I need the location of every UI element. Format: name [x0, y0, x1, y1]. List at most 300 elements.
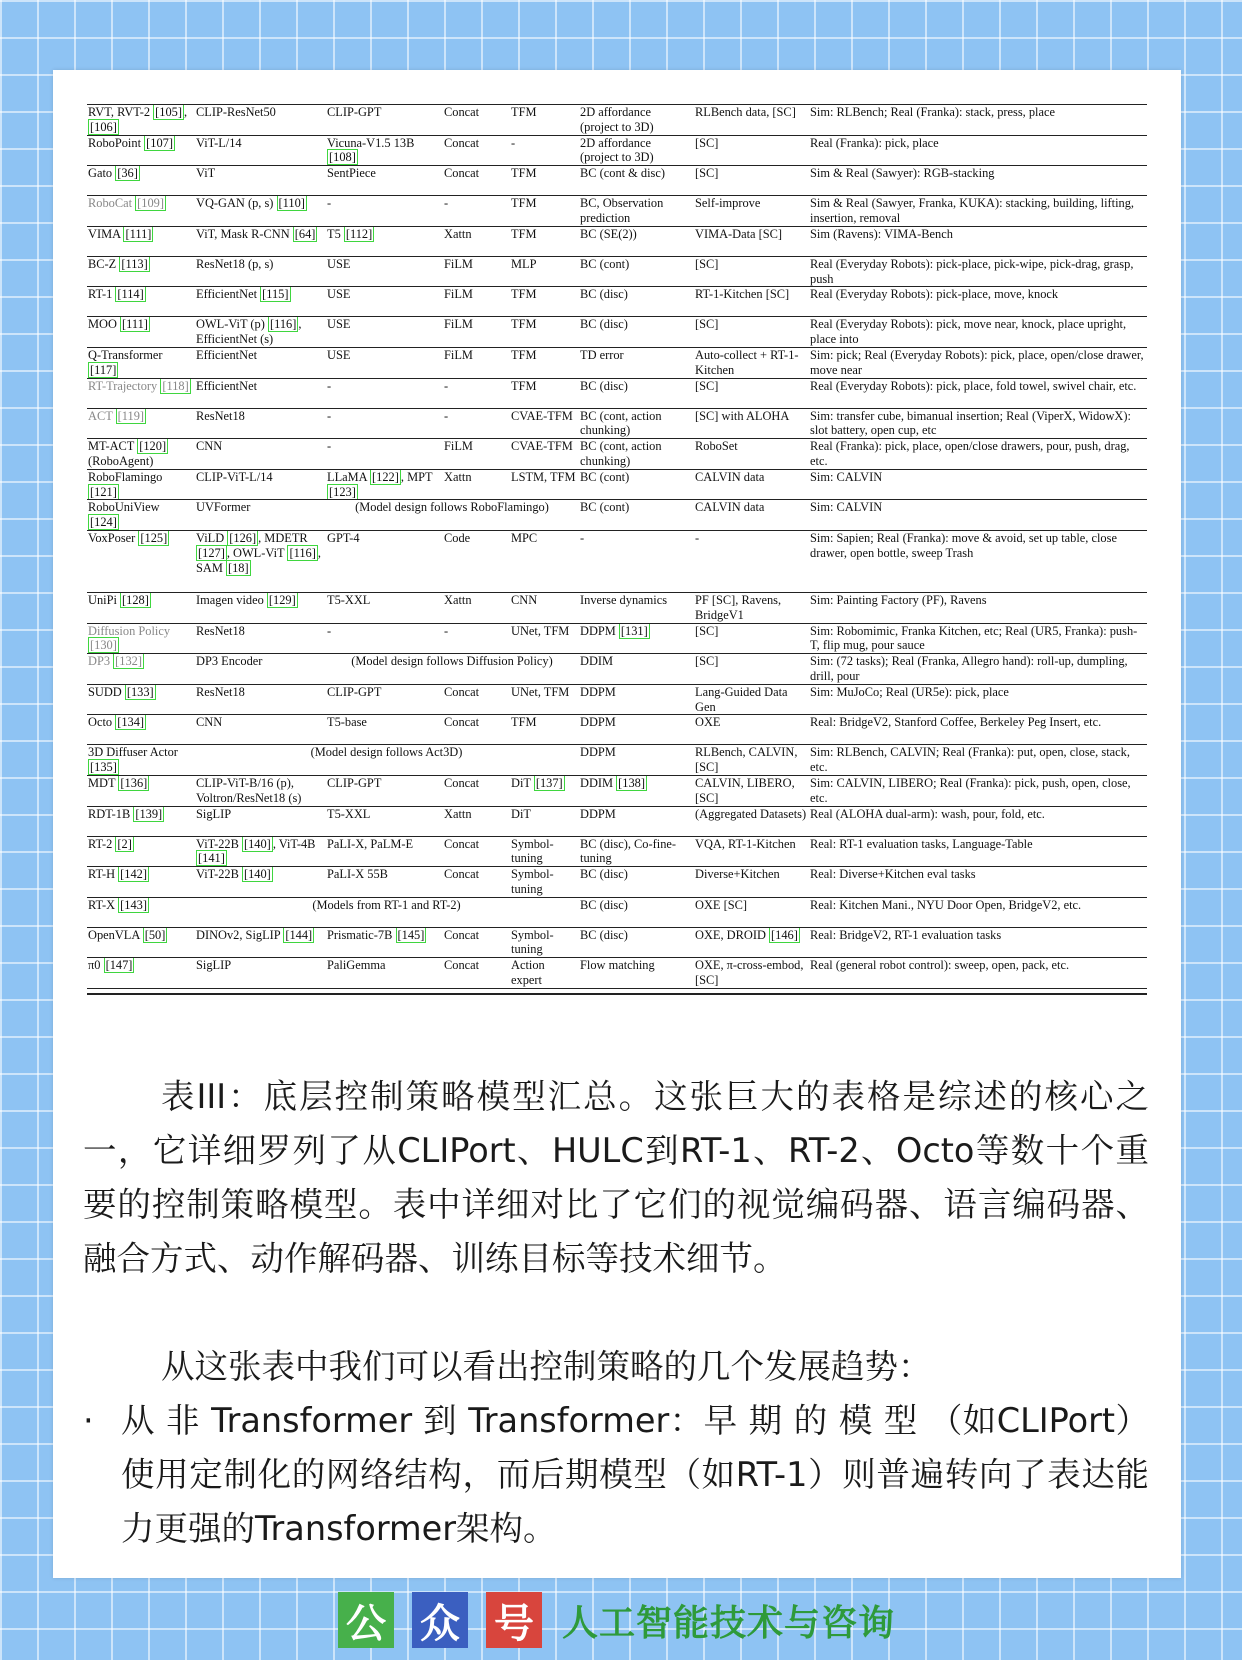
citation-ref[interactable]: [126] [229, 530, 257, 545]
table-cell-c3: T5 [112] [326, 226, 443, 256]
trend-intro-paragraph: 从这张表中我们可以看出控制策略的几个发展趋势： [161, 1347, 932, 1386]
table-cell-c4: - [443, 196, 510, 227]
table-cell-c8: Sim: Painting Factory (PF), Ravens [809, 592, 1147, 623]
table-cell-c7: VQA, RT-1-Kitchen [694, 836, 809, 867]
table-cell-c4: Concat [443, 135, 510, 166]
table-cell-c6: BC (disc) [579, 287, 694, 317]
table-cell-c6: BC (disc) [579, 927, 694, 958]
badge-zhong: 众 [412, 1592, 468, 1648]
table-cell-c8: Real (ALOHA dual-arm): wash, pour, fold, etc. [809, 806, 1147, 836]
citation-ref[interactable]: [129] [268, 592, 296, 607]
table-cell-c2: ViT-L/14 [195, 135, 326, 166]
table-row [87, 378, 1147, 408]
table-row [87, 500, 1147, 531]
citation-ref[interactable]: [123] [329, 484, 356, 499]
account-name: 人工智能技术与咨询 [562, 1602, 896, 1644]
table-cell-c7: Lang-Guided Data Gen [694, 684, 809, 715]
table-cell-c5: LSTM, TFM [510, 469, 579, 500]
table-cell-c8: Sim: Robomimic, Franka Kitchen, etc; Real (UR5, Franka): push-T, flip mug, pour sauce [809, 623, 1147, 654]
citation-ref[interactable]: [147] [105, 958, 133, 973]
table-cell-c1: Q-Transformer [117] [87, 347, 195, 378]
table-cell-c4: Xattn [443, 226, 510, 256]
table-cell-c3: PaLI-X 55B [326, 867, 443, 898]
table-cell-c4: - [443, 623, 510, 654]
table-row [87, 775, 1147, 806]
table-cell-c1: RT-2 [2] [87, 836, 195, 867]
citation-ref[interactable]: [144] [285, 927, 313, 942]
table-cell-c7: OXE, DROID [146] [694, 927, 809, 958]
table-cell-c5: - [510, 135, 579, 166]
table-row [87, 654, 1147, 685]
table-cell-c5: UNet, TFM [510, 684, 579, 715]
table-cell-c2: SigLIP [195, 806, 326, 836]
table-row [87, 684, 1147, 715]
citation-ref[interactable]: [139] [135, 806, 163, 821]
table-cell-c2: VQ-GAN (p, s) [110] [195, 196, 326, 227]
table-cell-c2: EfficientNet [115] [195, 287, 326, 317]
table-cell-c6: - [579, 530, 694, 592]
table-cell-c8: Sim: RLBench, CALVIN; Real (Franka): put, open, close, stack, etc. [809, 745, 1147, 776]
table-cell-c6: BC (disc) [579, 378, 694, 408]
table-cell-c7: RLBench, CALVIN, [SC] [694, 745, 809, 776]
table-cell-c8: Sim & Real (Sawyer): RGB-stacking [809, 166, 1147, 196]
table-cell-c2: CLIP-ViT-B/16 (p), Voltron/ResNet18 (s) [195, 775, 326, 806]
table-cell-c3: - [326, 378, 443, 408]
table-cell-c4: Concat [443, 775, 510, 806]
citation-ref[interactable]: [131] [620, 623, 648, 638]
citation-ref[interactable]: [119] [117, 408, 145, 423]
table-cell-c7: VIMA-Data [SC] [694, 226, 809, 256]
table-bottom-rule [87, 993, 1147, 995]
table-cell-c5: TFM [510, 105, 579, 136]
table-cell-c2: ResNet18 [195, 623, 326, 654]
table-cell-c8: Sim (Ravens): VIMA-Bench [809, 226, 1147, 256]
table-row [87, 135, 1147, 166]
citation-ref[interactable]: [111] [122, 317, 148, 332]
table-cell-c8: Sim: CALVIN [809, 469, 1147, 500]
citation-ref[interactable]: [122] [372, 469, 399, 484]
trend-bullet [83, 1394, 1149, 1556]
table-cell-c7: [SC] [694, 317, 809, 348]
table-cell-c3: USE [326, 317, 443, 348]
citation-ref[interactable]: [145] [397, 927, 425, 942]
table-cell-c1: MT-ACT [120] (RoboAgent) [87, 439, 195, 470]
citation-ref[interactable]: [135] [90, 760, 117, 775]
table-row [87, 745, 1147, 776]
citation-ref[interactable]: [105] [155, 105, 182, 119]
table-cell-c7: CALVIN data [694, 500, 809, 531]
table-cell-c3: CLIP-GPT [326, 775, 443, 806]
citation-ref[interactable]: [115] [262, 287, 289, 302]
table-cell-c8: Real (Everyday Robots): pick-place, pick-wipe, pick-drag, grasp, push [809, 256, 1147, 287]
table-row [87, 836, 1147, 867]
table-cell-c4: Concat [443, 867, 510, 898]
table-cell-c5: TFM [510, 166, 579, 196]
table-cell-c6: BC, Observation prediction [579, 196, 694, 227]
table-cell-c8: Sim: CALVIN [809, 500, 1147, 531]
table-cell-c4: FiLM [443, 347, 510, 378]
control-policy-table [87, 104, 1147, 989]
table-cell-c3: GPT-4 [326, 530, 443, 592]
citation-ref[interactable]: [137] [535, 775, 563, 790]
table-cell-c4: FiLM [443, 256, 510, 287]
table-cell-c2: ViLD [126] , MDETR [127] , OWL-ViT [116] , SAM [18] [195, 530, 326, 592]
table-cell-c1: UniPi [128] [87, 592, 195, 623]
table-cell-c3: - [326, 439, 443, 470]
table-cell-c8: Sim: Sapien; Real (Franka): move & avoid, set up table, close drawer, open bottle, sweep Trash [809, 530, 1147, 592]
table-cell-c1: MOO [111] [87, 317, 195, 348]
table-cell-c8: Real (Everyday Robots): pick, move near, knock, place upright, place into [809, 317, 1147, 348]
table-cell-c6: BC (cont) [579, 469, 694, 500]
table-cell-c2: DP3 Encoder [195, 654, 326, 685]
table-cell-c7: [SC] [694, 166, 809, 196]
table-cell-c1: RT-1 [114] [87, 287, 195, 317]
table-cell-c3: SentPiece [326, 166, 443, 196]
table-cell-c7: [SC] [694, 256, 809, 287]
table-cell-c6: 2D affordance (project to 3D) [579, 135, 694, 166]
model-table-wrapper [87, 104, 1147, 995]
table-cell-c7: OXE [SC] [694, 897, 809, 927]
table-cell-c1: 3D Diffuser Actor [135] [87, 745, 195, 776]
citation-ref[interactable]: [36] [117, 166, 138, 181]
citation-ref[interactable]: [120] [139, 439, 167, 454]
table-cell-c7: Self-improve [694, 196, 809, 227]
citation-ref[interactable]: [128] [122, 592, 149, 607]
table-cell-c2: (Models from RT-1 and RT-2) [195, 897, 579, 927]
table-row [87, 317, 1147, 348]
table-cell-c3: (Model design follows RoboFlamingo) [326, 500, 579, 531]
table-cell-c7: [SC] [694, 378, 809, 408]
table-caption-paragraph: 表III：底层控制策略模型汇总。这张巨大的表格是综述的核心之一，它详细罗列了从CLIPort、HULC到RT-1、RT-2、Octo等数十个重要的控制策略模型。表中详细对比了它们的视觉编码器、语言编码器、融合方式、动作解码器、训练目标等技术细节。 [83, 1077, 1149, 1278]
citation-ref[interactable]: [116] [269, 317, 297, 332]
table-cell-c1: π0 [147] [87, 958, 195, 989]
table-cell-c2: DINOv2, SigLIP [144] [195, 927, 326, 958]
citation-ref[interactable]: [2] [117, 836, 132, 851]
bullet-dot: · [83, 1401, 94, 1440]
table-cell-c4: Xattn [443, 806, 510, 836]
table-cell-c1: VIMA [111] [87, 226, 195, 256]
citation-ref[interactable]: [132] [115, 654, 142, 669]
table-cell-c1: Gato [36] [87, 166, 195, 196]
table-cell-c1: SUDD [133] [87, 684, 195, 715]
table-cell-c5: Symbol-tuning [510, 836, 579, 867]
table-cell-c6: BC (disc) [579, 867, 694, 898]
table-cell-c1: VoxPoser [125] [87, 530, 195, 592]
table-cell-c8: Sim: pick; Real (Everyday Robots): pick, place, open/close drawer, move near [809, 347, 1147, 378]
table-cell-c5: TFM [510, 378, 579, 408]
table-cell-c5: MPC [510, 530, 579, 592]
table-cell-c7: RLBench data, [SC] [694, 105, 809, 136]
table-cell-c5: Symbol-tuning [510, 867, 579, 898]
table-cell-c5: DiT [510, 806, 579, 836]
table-cell-c7: Diverse+Kitchen [694, 867, 809, 898]
table-cell-c4: FiLM [443, 317, 510, 348]
table-cell-c4: Xattn [443, 469, 510, 500]
table-cell-c2: (Model design follows Act3D) [195, 745, 579, 776]
table-cell-c6: BC (cont, action chunking) [579, 408, 694, 439]
citation-ref[interactable]: [64] [294, 226, 316, 241]
table-row [87, 256, 1147, 287]
table-cell-c8: Real (Everyday Robots): pick-place, move, knock [809, 287, 1147, 317]
table-cell-c4: - [443, 408, 510, 439]
table-cell-c1: BC-Z [113] [87, 256, 195, 287]
table-row [87, 226, 1147, 256]
table-cell-c3: USE [326, 347, 443, 378]
citation-ref[interactable]: [142] [120, 867, 147, 882]
table-cell-c6: DDIM [579, 654, 694, 685]
citation-ref[interactable]: [140] [243, 836, 271, 851]
table-cell-c4: FiLM [443, 287, 510, 317]
table-cell-c3: CLIP-GPT [326, 105, 443, 136]
table-cell-c3: (Model design follows Diffusion Policy) [326, 654, 579, 685]
table-cell-c4: Concat [443, 166, 510, 196]
citation-ref[interactable]: [136] [120, 775, 148, 790]
table-cell-c1: RDT-1B [139] [87, 806, 195, 836]
table-cell-c1: RoboFlamingo [121] [87, 469, 195, 500]
table-cell-c5: TFM [510, 347, 579, 378]
table-row [87, 530, 1147, 592]
table-row [87, 469, 1147, 500]
trend-bullet-text: 从 非 Transformer 到 Transformer：早 期 的 模 型 （如CLIPort）使用定制化的网络结构，而后期模型（如RT-1）则普遍转向了表达能力更强的Transformer架构。 [121, 1401, 1149, 1548]
badge-hao: 号 [486, 1592, 542, 1648]
table-cell-c2: ViT, Mask R-CNN [64] [195, 226, 326, 256]
table-row [87, 806, 1147, 836]
citation-ref[interactable]: [116] [289, 545, 316, 560]
table-row [87, 623, 1147, 654]
citation-ref[interactable]: [121] [90, 484, 117, 499]
citation-ref[interactable]: [113] [121, 256, 148, 271]
table-cell-c7: [SC] with ALOHA [694, 408, 809, 439]
table-row [87, 867, 1147, 898]
table-cell-c8: Real: Diverse+Kitchen eval tasks [809, 867, 1147, 898]
citation-ref[interactable]: [140] [243, 867, 271, 882]
table-cell-c1: DP3 [132] [87, 654, 195, 685]
citation-ref[interactable]: [117] [90, 362, 117, 377]
table-cell-c2: ViT-22B [140] , ViT-4B [141] [195, 836, 326, 867]
table-cell-c2: EfficientNet [195, 347, 326, 378]
table-cell-c3: Prismatic-7B [145] [326, 927, 443, 958]
table-cell-c5: TFM [510, 287, 579, 317]
table-cell-c8: Sim: transfer cube, bimanual insertion; Real (ViperX, WidowX): slot battery, open cup, etc [809, 408, 1147, 439]
table-cell-c2: ViT-22B [140] [195, 867, 326, 898]
table-cell-c1: RT-Trajectory [118] [87, 378, 195, 408]
table-cell-c8: Real: RT-1 evaluation tasks, Language-Table [809, 836, 1147, 867]
table-row [87, 927, 1147, 958]
table-cell-c2: CLIP-ResNet50 [195, 105, 326, 136]
table-cell-c5: Action expert [510, 958, 579, 989]
table-cell-c8: Sim: (72 tasks); Real (Franka, Allegro hand): roll-up, dumpling, drill, pour [809, 654, 1147, 685]
table-cell-c6: DDPM [131] [579, 623, 694, 654]
table-cell-c7: [SC] [694, 654, 809, 685]
table-cell-c3: T5-XXL [326, 806, 443, 836]
content-card [53, 70, 1181, 1578]
table-cell-c6: DDPM [579, 806, 694, 836]
table-cell-c4: Concat [443, 836, 510, 867]
table-cell-c6: Inverse dynamics [579, 592, 694, 623]
table-cell-c7: OXE [694, 715, 809, 745]
table-cell-c8: Sim: CALVIN, LIBERO; Real (Franka): pick, push, open, close, etc. [809, 775, 1147, 806]
table-cell-c6: DDPM [579, 715, 694, 745]
citation-ref[interactable]: [146] [771, 927, 798, 942]
table-row [87, 408, 1147, 439]
citation-ref[interactable]: [134] [117, 715, 145, 730]
table-cell-c6: 2D affordance (project to 3D) [579, 105, 694, 136]
table-cell-c6: Flow matching [579, 958, 694, 989]
table-cell-c7: CALVIN data [694, 469, 809, 500]
table-cell-c3: USE [326, 256, 443, 287]
table-cell-c4: FiLM [443, 439, 510, 470]
table-cell-c6: TD error [579, 347, 694, 378]
badge-gong: 公 [338, 1592, 394, 1648]
table-cell-c7: [SC] [694, 135, 809, 166]
table-cell-c2: CNN [195, 439, 326, 470]
table-cell-c1: RVT, RVT-2 [105] , [106] [87, 105, 195, 136]
table-cell-c2: ResNet18 [195, 408, 326, 439]
table-cell-c4: Concat [443, 927, 510, 958]
table-cell-c3: - [326, 408, 443, 439]
table-cell-c4: Concat [443, 958, 510, 989]
table-cell-c8: Real (Franka): pick, place, open/close drawers, pour, push, drag, etc. [809, 439, 1147, 470]
table-cell-c6: BC (cont & disc) [579, 166, 694, 196]
table-row [87, 196, 1147, 227]
table-cell-c5: TFM [510, 226, 579, 256]
table-cell-c8: Real: Kitchen Mani., NYU Door Open, BridgeV2, etc. [809, 897, 1147, 927]
footer-account-banner [338, 1590, 895, 1650]
table-cell-c5: CNN [510, 592, 579, 623]
table-row [87, 287, 1147, 317]
citation-ref[interactable]: [138] [618, 775, 645, 790]
table-cell-c7: - [694, 530, 809, 592]
citation-ref[interactable]: [141] [198, 851, 225, 866]
table-cell-c7: Auto-collect + RT-1-Kitchen [694, 347, 809, 378]
citation-ref[interactable]: [127] [198, 545, 225, 560]
table-cell-c7: PF [SC], Ravens, BridgeV1 [694, 592, 809, 623]
citation-ref[interactable]: [109] [137, 196, 164, 211]
table-cell-c1: Octo [134] [87, 715, 195, 745]
table-row [87, 592, 1147, 623]
table-cell-c7: CALVIN, LIBERO, [SC] [694, 775, 809, 806]
citation-ref[interactable]: [108] [329, 150, 356, 165]
citation-ref[interactable]: [107] [146, 135, 173, 150]
citation-ref[interactable]: [111] [125, 226, 152, 241]
citation-ref[interactable]: [112] [345, 226, 373, 241]
citation-ref[interactable]: [124] [90, 515, 117, 530]
table-cell-c2: ResNet18 (p, s) [195, 256, 326, 287]
table-cell-c5: CVAE-TFM [510, 408, 579, 439]
table-cell-c6: DDPM [579, 745, 694, 776]
table-cell-c4: Concat [443, 105, 510, 136]
citation-ref[interactable]: [114] [117, 287, 144, 302]
table-row [87, 958, 1147, 989]
table-cell-c1: RT-H [142] [87, 867, 195, 898]
table-cell-c4: - [443, 378, 510, 408]
table-cell-c8: Sim: MuJoCo; Real (UR5e): pick, place [809, 684, 1147, 715]
citation-ref[interactable]: [143] [120, 897, 147, 912]
citation-ref[interactable]: [110] [278, 196, 305, 211]
table-cell-c5: TFM [510, 196, 579, 227]
table-cell-c3: - [326, 196, 443, 227]
table-cell-c3: - [326, 623, 443, 654]
table-cell-c7: RoboSet [694, 439, 809, 470]
table-cell-c1: RoboUniView [124] [87, 500, 195, 531]
table-cell-c2: ViT [195, 166, 326, 196]
table-cell-c4: Code [443, 530, 510, 592]
table-row [87, 347, 1147, 378]
citation-ref[interactable]: [125] [140, 530, 168, 545]
table-cell-c2: CNN [195, 715, 326, 745]
citation-ref[interactable]: [133] [126, 684, 154, 699]
table-cell-c6: DDIM [138] [579, 775, 694, 806]
table-cell-c6: BC (disc) [579, 317, 694, 348]
table-cell-c5: TFM [510, 715, 579, 745]
citation-ref[interactable]: [106] [90, 119, 117, 134]
table-cell-c2: EfficientNet [195, 378, 326, 408]
table-cell-c5: Symbol-tuning [510, 927, 579, 958]
table-row [87, 105, 1147, 136]
table-cell-c2: UVFormer [195, 500, 326, 531]
table-cell-c7: OXE, π-cross-embod, [SC] [694, 958, 809, 989]
table-cell-c1: Diffusion Policy [130] [87, 623, 195, 654]
table-cell-c7: [SC] [694, 623, 809, 654]
table-cell-c5: TFM [510, 317, 579, 348]
table-cell-c8: Real: BridgeV2, RT-1 evaluation tasks [809, 927, 1147, 958]
table-cell-c1: ACT [119] [87, 408, 195, 439]
table-cell-c2: Imagen video [129] [195, 592, 326, 623]
table-cell-c8: Real (general robot control): sweep, open, pack, etc. [809, 958, 1147, 989]
table-cell-c2: SigLIP [195, 958, 326, 989]
table-cell-c2: OWL-ViT (p) [116] , EfficientNet (s) [195, 317, 326, 348]
table-cell-c5: MLP [510, 256, 579, 287]
table-row [87, 166, 1147, 196]
table-cell-c3: T5-XXL [326, 592, 443, 623]
table-cell-c8: Sim: RLBench; Real (Franka): stack, press, place [809, 105, 1147, 136]
table-row [87, 439, 1147, 470]
table-cell-c4: Concat [443, 684, 510, 715]
table-cell-c5: UNet, TFM [510, 623, 579, 654]
table-cell-c8: Real: BridgeV2, Stanford Coffee, Berkeley Peg Insert, etc. [809, 715, 1147, 745]
citation-ref[interactable]: [118] [162, 378, 189, 393]
table-cell-c3: CLIP-GPT [326, 684, 443, 715]
table-cell-c3: PaliGemma [326, 958, 443, 989]
table-cell-c6: BC (cont, action chunking) [579, 439, 694, 470]
table-cell-c3: Vicuna-V1.5 13B [108] [326, 135, 443, 166]
table-cell-c6: BC (disc) [579, 897, 694, 927]
table-cell-c8: Sim & Real (Sawyer, Franka, KUKA): stacking, building, lifting, insertion, removal [809, 196, 1147, 227]
table-cell-c6: BC (disc), Co-fine-tuning [579, 836, 694, 867]
table-cell-c3: LLaMA [122] , MPT [123] [326, 469, 443, 500]
table-cell-c3: T5-base [326, 715, 443, 745]
citation-ref[interactable]: [130] [90, 638, 117, 653]
table-cell-c6: BC (SE(2)) [579, 226, 694, 256]
table-cell-c5: CVAE-TFM [510, 439, 579, 470]
table-row [87, 715, 1147, 745]
table-cell-c1: RoboCat [109] [87, 196, 195, 227]
table-cell-c1: RoboPoint [107] [87, 135, 195, 166]
table-cell-c7: RT-1-Kitchen [SC] [694, 287, 809, 317]
table-cell-c1: MDT [136] [87, 775, 195, 806]
table-cell-c6: BC (cont) [579, 500, 694, 531]
citation-ref[interactable]: [18] [227, 560, 249, 575]
table-cell-c8: Real (Everyday Robots): pick, place, fold towel, swivel chair, etc. [809, 378, 1147, 408]
table-cell-c1: OpenVLA [50] [87, 927, 195, 958]
table-cell-c8: Real (Franka): pick, place [809, 135, 1147, 166]
table-cell-c6: BC (cont) [579, 256, 694, 287]
table-cell-c4: Concat [443, 715, 510, 745]
table-cell-c6: DDPM [579, 684, 694, 715]
table-cell-c3: USE [326, 287, 443, 317]
table-cell-c7: (Aggregated Datasets) [694, 806, 809, 836]
citation-ref[interactable]: [50] [144, 927, 166, 942]
